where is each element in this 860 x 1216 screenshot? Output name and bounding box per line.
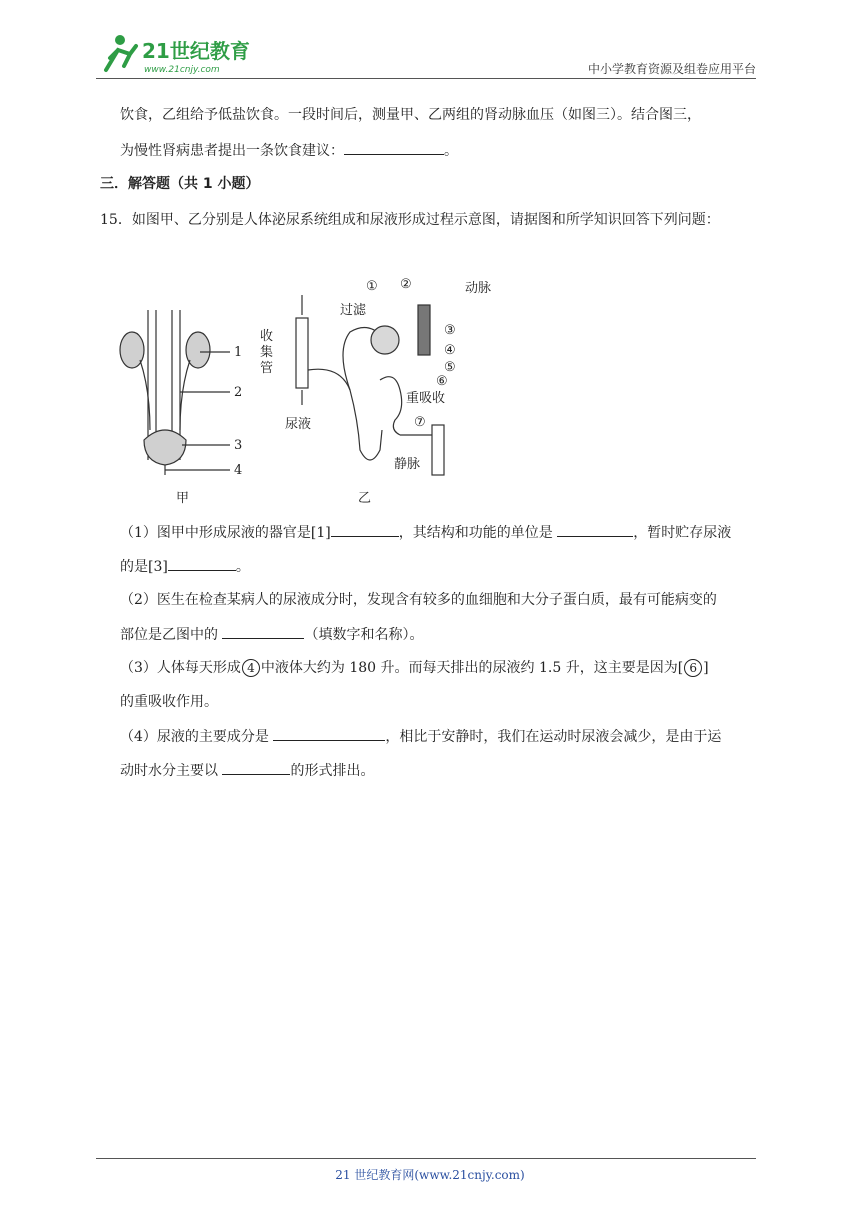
- yi-collect-2: 集: [260, 345, 274, 360]
- q3-part-b: 中液体大约为 180 升。而每天排出的尿液约 1.5 升，这主要是因为[: [260, 660, 684, 676]
- jia-caption: 甲: [176, 491, 190, 506]
- circled-number-4: 4: [242, 659, 260, 677]
- yi-artery-label: 动脉: [465, 281, 492, 296]
- q1-blank-1: [331, 522, 399, 537]
- yi-urine-label: 尿液: [285, 417, 312, 432]
- figure-jia: [120, 310, 230, 475]
- q4-part-d: 的形式排出。: [290, 763, 375, 779]
- carryover-line-2: [120, 140, 458, 161]
- q1-line-1: [120, 522, 731, 543]
- yi-num-4: ④: [444, 343, 456, 358]
- q3-part-a: （3）人体每天形成: [120, 660, 241, 676]
- q4-part-a: （4）尿液的主要成分是: [120, 729, 269, 745]
- q1-blank-3: [168, 556, 236, 571]
- yi-collect-1: 收: [260, 329, 274, 344]
- figure-yi: [296, 295, 444, 475]
- yi-num-2: ②: [400, 277, 412, 292]
- section-title: 三．解答题（共 1 小题）: [100, 176, 260, 192]
- q3-line-2: 的重吸收作用。: [120, 694, 218, 710]
- q4-blank-1: [273, 726, 385, 741]
- q3-line-1: [120, 658, 709, 678]
- footer-divider: [96, 1158, 756, 1159]
- page-header: [96, 32, 756, 80]
- carryover-line-2-suffix: 。: [444, 143, 458, 159]
- yi-num-7: ⑦: [414, 415, 426, 430]
- yi-num-5: ⑤: [444, 360, 456, 375]
- q2-part-b: 部位是乙图中的: [120, 627, 218, 643]
- q1-part-e: 。: [235, 559, 250, 575]
- q1-blank-2: [557, 522, 633, 537]
- question-stem: 15．如图甲、乙分别是人体泌尿系统组成和尿液形成过程示意图，请据图和所学知识回答下列问题：: [100, 212, 720, 228]
- q4-blank-2: [222, 760, 290, 775]
- yi-filter-label: 过滤: [340, 303, 367, 318]
- jia-label-1: 1: [234, 345, 243, 360]
- q4-part-c: 动时水分主要以: [120, 763, 218, 779]
- jia-label-3: 3: [234, 438, 243, 453]
- vein-vessel: [432, 425, 444, 475]
- circled-number-6: 6: [684, 659, 702, 677]
- q2-line-1: （2）医生在检查某病人的尿液成分时，发现含有较多的血细胞和大分子蛋白质，最有可能病变的: [120, 592, 717, 608]
- yi-vein-label: 静脉: [394, 457, 421, 472]
- collecting-duct: [296, 318, 308, 388]
- carryover-line-2-prefix: 为慢性肾病患者提出一条饮食建议：: [120, 143, 344, 159]
- q1-part-a: （1）图甲中形成尿液的器官是[1]: [120, 525, 331, 541]
- jia-label-4: 4: [234, 463, 243, 478]
- q4-part-b: ，相比于安静时，我们在运动时尿液会减少，是由于运: [385, 729, 722, 745]
- yi-num-3: ③: [444, 323, 456, 338]
- logo-sub-text: www.21cnjy.com: [144, 65, 220, 75]
- capillary-network: [380, 377, 402, 435]
- loop-tubule: [308, 369, 382, 460]
- yi-num-6: ⑥: [436, 374, 448, 389]
- yi-reabsorb-label: 重吸收: [406, 391, 446, 406]
- q3-part-c: ]: [703, 660, 709, 676]
- q1-part-c: ，暂时贮存尿液: [633, 525, 732, 541]
- q1-part-b: ，其结构和功能的单位是: [398, 525, 553, 541]
- footer-text: 21 世纪教育网(www.21cnjy.com): [335, 1168, 525, 1182]
- header-divider: [96, 78, 756, 79]
- q2-line-2: [120, 624, 423, 645]
- yi-collect-3: 管: [260, 361, 274, 376]
- q2-blank: [222, 624, 304, 639]
- artery-vessel: [418, 305, 430, 355]
- logo-main-text: 21世纪教育: [142, 39, 250, 63]
- yi-caption: 乙: [358, 491, 372, 506]
- carryover-line-1: 饮食，乙组给予低盐饮食。一段时间后，测量甲、乙两组的肾动脉血压（如图三）。结合图三，: [120, 107, 701, 123]
- q4-line-1: [120, 726, 721, 747]
- q2-part-c: （填数字和名称）。: [304, 627, 424, 643]
- q4-line-2: [120, 760, 374, 781]
- logo: [96, 32, 256, 78]
- header-platform-name: 中小学教育资源及组卷应用平台: [587, 62, 756, 76]
- q1-line-2: [120, 556, 250, 577]
- ureter-right: [180, 360, 190, 430]
- answer-blank: [344, 140, 444, 155]
- yi-num-1: ①: [366, 279, 378, 294]
- glomerulus: [371, 326, 399, 354]
- jia-label-2: 2: [234, 385, 243, 400]
- urinary-system-figure: [110, 270, 510, 510]
- q1-part-d: 的是[3]: [120, 559, 168, 575]
